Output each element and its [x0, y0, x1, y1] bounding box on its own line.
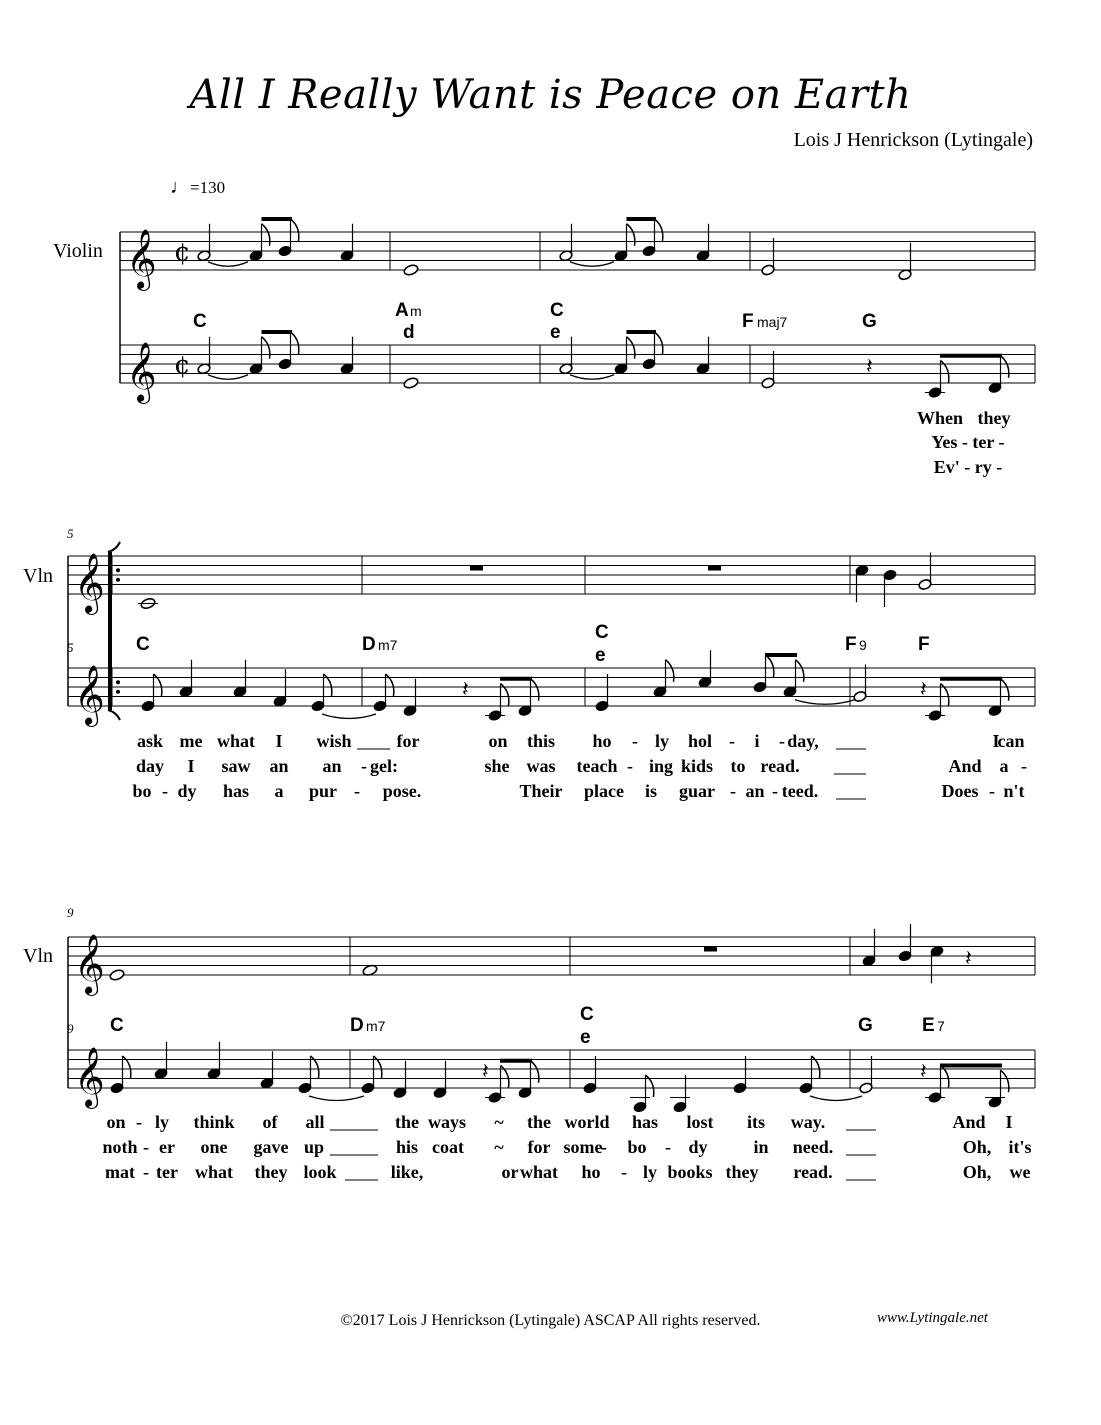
chord-symbol: D [350, 1015, 364, 1036]
whole-rest [470, 566, 483, 571]
chord-symbol: G [858, 1015, 873, 1036]
chord-symbol: C [550, 300, 564, 321]
quarter-rest-icon: 𝄽 [482, 1059, 489, 1085]
lyric-syllable: world [564, 1112, 610, 1132]
instrument-label: Violin [53, 240, 103, 262]
lyric-syllable: ways [427, 1112, 467, 1132]
lyric-syllable: they [725, 1162, 759, 1182]
lyric-syllable: a [274, 781, 284, 801]
lyric-syllable: pur [308, 781, 338, 801]
note-flag [262, 224, 270, 246]
lyric-syllable: i [754, 731, 760, 751]
chord-quality: 7 [937, 1018, 945, 1034]
note-flag [531, 1061, 539, 1083]
tempo-value: =130 [190, 178, 226, 197]
lyric-syllable: like, [390, 1162, 424, 1182]
lyric-syllable: - [729, 731, 735, 751]
tie [570, 375, 614, 380]
lyric-syllable: an [269, 756, 289, 776]
lyric-syllable: for [527, 1137, 551, 1157]
lyric-syllable: And [948, 756, 982, 776]
lyric-syllable: one [200, 1137, 228, 1157]
lyric-syllable: guar [679, 781, 715, 801]
lyric-syllable: lost [686, 1112, 714, 1132]
lyric-syllable: day, [787, 731, 819, 751]
lyric-syllable: - [143, 1162, 149, 1182]
measure-number: 5 [67, 640, 74, 655]
lyric-syllable: teach [576, 756, 618, 776]
lyric-syllable: Their [519, 781, 563, 801]
lyric-syllable: Oh, [962, 1137, 992, 1157]
lyric-syllable: I [992, 731, 1000, 751]
lyric-syllable: was [526, 756, 556, 776]
quarter-rest-icon: 𝄽 [866, 354, 873, 380]
lyric-syllable: we [1009, 1162, 1031, 1182]
lyric-syllable: an [322, 756, 342, 776]
lyric-syllable: on [106, 1112, 126, 1132]
lyric-syllable: pose. [382, 781, 422, 801]
lyric-syllable: gave [253, 1137, 289, 1157]
lyric-syllable: its [747, 1112, 765, 1132]
lyric-syllable: ter [156, 1162, 178, 1182]
lyric-syllable: ly [642, 1162, 658, 1182]
note-flag [1001, 1070, 1009, 1092]
lyric-syllable: Oh, [962, 1162, 992, 1182]
lyric-syllable: - [601, 1137, 607, 1157]
lyric-syllable: - [621, 1162, 627, 1182]
chord-symbol: C [193, 311, 207, 332]
lyric-syllable: an [745, 781, 765, 801]
beam [940, 354, 1002, 358]
lyric-syllable: I [187, 756, 195, 776]
note-flag [796, 660, 804, 682]
lyric-syllable: - [627, 756, 633, 776]
lyric-syllable: When [916, 408, 964, 428]
lyric-syllable: look [303, 1162, 337, 1182]
lyric-syllable: coat [432, 1137, 464, 1157]
chord-symbol: G [862, 311, 877, 332]
chord-symbol: C [580, 1004, 594, 1025]
tie [208, 375, 248, 380]
chord-bass: d [403, 322, 415, 343]
lyric-syllable: me [179, 731, 203, 751]
note-flag [291, 332, 299, 354]
note-whole [403, 264, 419, 277]
quarter-rest-icon: 𝄽 [920, 1059, 927, 1085]
chord-quality: m7 [378, 637, 398, 653]
lyric-syllable: way. [790, 1112, 826, 1132]
tie [322, 714, 376, 719]
lyric-syllable: Yes - ter - [931, 432, 1005, 452]
tie [795, 700, 855, 705]
labels [23, 240, 103, 1036]
note-flag [766, 655, 774, 677]
lyric-syllable: this [526, 731, 556, 751]
lyric-syllable: think [193, 1112, 235, 1132]
lyric-syllable: - [136, 1112, 142, 1132]
lyric-syllable: is [644, 781, 658, 801]
lyric-syllable: - [665, 1137, 671, 1157]
beam [765, 653, 797, 657]
note-flag [291, 219, 299, 241]
lyric-syllable: wish [316, 731, 352, 751]
beam [627, 330, 657, 334]
lyric-syllable: for [396, 731, 420, 751]
note-flag [1001, 356, 1009, 378]
instrument-label: Vln [23, 565, 53, 587]
lyric-syllable: in [753, 1137, 769, 1157]
lyric-syllable: teed. [781, 781, 819, 801]
chord-quality: 9 [859, 637, 867, 653]
quarter-rest-icon: 𝄽 [462, 677, 469, 703]
beam [500, 677, 532, 681]
chord-bass: e [550, 322, 561, 343]
lyric-syllable: noth [102, 1137, 138, 1157]
repeat-dot [116, 690, 120, 694]
lyric-syllable: they [254, 1162, 288, 1182]
lyric-syllable: I [275, 731, 283, 751]
measure-number: 5 [67, 526, 74, 541]
lyric-syllable: - [772, 781, 778, 801]
repeat-dot [116, 680, 120, 684]
note-flag [1001, 679, 1009, 701]
lyric-syllable: - [779, 731, 785, 751]
chord-symbol: E [922, 1015, 935, 1036]
treble-clef-icon: 𝄞 [74, 934, 105, 994]
song-title: All I Really Want is Peace on Earth [189, 72, 912, 118]
lyric-syllable: - [1021, 756, 1027, 776]
beam [262, 330, 293, 334]
quarter-rest-icon: 𝄽 [920, 677, 927, 703]
note-flag [627, 224, 635, 246]
lyric-syllable: a [999, 756, 1009, 776]
lyric-syllable: - [730, 781, 736, 801]
bracket-hook [108, 542, 120, 552]
cut-time-icon: ¢ [174, 237, 191, 268]
lyric-syllable: - [989, 781, 995, 801]
lyric-syllable: up [303, 1137, 325, 1157]
staves [68, 229, 1035, 1109]
lyric-syllable: she [484, 756, 510, 776]
note-whole [403, 377, 419, 390]
lyric-syllable: gel: [370, 756, 398, 776]
lyric-syllable: of [262, 1112, 278, 1132]
bracket-hook [108, 710, 120, 720]
lyric-syllable: ask [136, 731, 164, 751]
lyric-syllable: ho [592, 731, 612, 751]
lyric-syllable: read. [793, 1162, 833, 1182]
lyric-syllable: dy [688, 1137, 708, 1157]
lyric-syllable: ly [654, 731, 670, 751]
measure-number: 9 [67, 905, 74, 920]
lyric-syllable: day [135, 756, 165, 776]
lyric-syllable: to [730, 756, 746, 776]
treble-clef-icon: 𝄞 [126, 342, 157, 402]
chord-quality: m7 [366, 1018, 386, 1034]
chord-quality: m [410, 303, 422, 319]
website-link[interactable]: www.Lytingale.net [877, 1310, 988, 1326]
cut-time-icon: ¢ [174, 350, 191, 381]
chord-bass: e [595, 645, 606, 666]
lyric-syllable: on [488, 731, 508, 751]
note-flag [531, 679, 539, 701]
lyric-syllable: bo [132, 781, 152, 801]
lyric-syllable: - [361, 756, 367, 776]
chord-symbol: F [845, 634, 857, 655]
lyric-syllable: Does [941, 781, 979, 801]
lyric-syllable: the [527, 1112, 551, 1132]
lyrics [102, 408, 1031, 1182]
treble-clef-icon: 𝄞 [74, 665, 105, 725]
lyric-syllable: what [216, 731, 256, 751]
beam [627, 217, 657, 221]
lyric-syllable: dy [177, 781, 197, 801]
lyric-syllable: er [159, 1137, 175, 1157]
lyric-syllable: has [631, 1112, 659, 1132]
note-flag [666, 660, 674, 682]
tie [570, 262, 614, 267]
system-bracket [108, 552, 112, 710]
lyric-syllable: all [305, 1112, 325, 1132]
lyric-syllable: saw [221, 756, 251, 776]
lyric-syllable: ~ [494, 1112, 504, 1132]
lyric-syllable: read. [760, 756, 800, 776]
lyric-syllable: ho [581, 1162, 601, 1182]
tie [810, 1096, 862, 1101]
lyric-syllable: has [222, 781, 250, 801]
chord-symbol: C [110, 1015, 124, 1036]
note-whole [109, 969, 125, 982]
lyric-syllable: I [1005, 1112, 1013, 1132]
lyric-syllable: kids [680, 756, 714, 776]
chord-symbol: D [362, 634, 376, 655]
lyric-syllable: Ev' - ry - [933, 457, 1003, 477]
copyright-notice: ©2017 Lois J Henrickson (Lytingale) ASCAP All rights reserved. [340, 1312, 761, 1329]
chord-bass: e [580, 1027, 591, 1048]
treble-clef-icon: 𝄞 [126, 229, 157, 289]
chord-symbol: F [742, 311, 754, 332]
lyric-syllable: need. [792, 1137, 834, 1157]
lyric-syllable: books [667, 1162, 713, 1182]
note-flag [655, 332, 663, 354]
lyric-syllable: hol [687, 731, 713, 751]
note-flag [262, 337, 270, 359]
repeat-dot [116, 568, 120, 572]
lyric-syllable: ~ [494, 1137, 504, 1157]
lyric-syllable: can [997, 731, 1025, 751]
lyric-syllable: - [143, 1137, 149, 1157]
treble-clef-icon: 𝄞 [74, 1047, 105, 1107]
chord-symbol: C [136, 634, 150, 655]
lyric-syllable: mat [105, 1162, 135, 1182]
composer: Lois J Henrickson (Lytingale) [793, 129, 1033, 151]
tie [309, 1096, 364, 1101]
measure-number: 9 [67, 1021, 74, 1036]
chord-symbol: A [395, 300, 409, 321]
treble-clef-icon: 𝄞 [74, 553, 105, 613]
lyric-syllable: they [977, 408, 1011, 428]
lyric-syllable: - [354, 781, 360, 801]
lyric-syllable: - [632, 731, 638, 751]
notes [109, 217, 1009, 1113]
lyric-syllable: place [584, 781, 624, 801]
lyric-syllable: some [563, 1137, 603, 1157]
beam [940, 677, 1002, 681]
chord-symbol: F [918, 634, 930, 655]
tie [208, 262, 248, 267]
lyric-syllable: And [952, 1112, 986, 1132]
lyric-syllable: ly [154, 1112, 170, 1132]
lyric-syllable: bo [627, 1137, 647, 1157]
instrument-label: Vln [23, 945, 53, 967]
beam [262, 217, 293, 221]
lyric-syllable: what [519, 1162, 559, 1182]
lyric-syllable: ing [648, 756, 674, 776]
whole-rest [704, 947, 717, 952]
lyric-syllable: it's [1008, 1137, 1032, 1157]
chord-symbols [110, 300, 945, 1048]
chord-symbol: C [595, 622, 609, 643]
lyric-syllable: the [395, 1112, 419, 1132]
beam [940, 1064, 1002, 1068]
lyric-syllable: what [194, 1162, 234, 1182]
beam [500, 1059, 532, 1063]
whole-rest [708, 566, 721, 571]
chord-quality: maj7 [757, 314, 788, 330]
note-flag [655, 219, 663, 241]
lyric-syllable: his [395, 1137, 419, 1157]
quarter-note-icon: ♩ [170, 176, 190, 198]
lyric-syllable: or [501, 1162, 519, 1182]
note-flag [627, 337, 635, 359]
quarter-rest-icon: 𝄽 [965, 946, 972, 972]
lyric-syllable: - [162, 781, 168, 801]
lyric-syllable: n't [1003, 781, 1025, 801]
repeat-dot [116, 578, 120, 582]
